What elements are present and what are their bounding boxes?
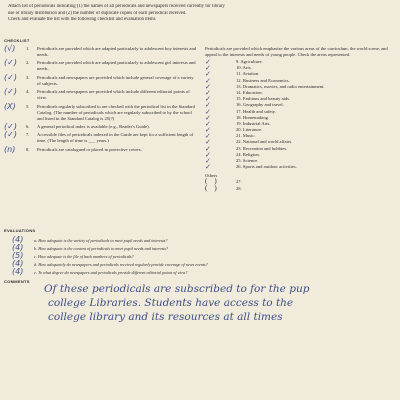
others-label: Others [205, 173, 218, 179]
area-label: Recreation and hobbies. [242, 145, 288, 151]
evaluation-text: How adequate is the content of periodicals to meet pupil needs and interests? [38, 245, 169, 251]
check-mark: ✓ [205, 113, 211, 122]
area-label: Fashions and beauty aids. [242, 96, 291, 102]
item-number: 9. [236, 59, 240, 64]
comment-line: Of these periodicals are subscribed to for the pup [44, 283, 310, 295]
item-number: 27. [236, 179, 242, 185]
checklist-left-column [4, 44, 197, 155]
checklist-item [4, 101, 195, 122]
area-label: Education. [242, 89, 263, 95]
check-mark: ✓ [205, 150, 211, 159]
area-label: Religion. [242, 151, 260, 157]
area-label: Science. [242, 158, 259, 163]
area-label: Industrial Arts. [242, 120, 271, 126]
area-label: Literature. [242, 127, 263, 133]
evaluations-list [4, 236, 396, 276]
comment-line: college library and its resources at all times [48, 311, 283, 323]
check-mark: ✓ [205, 138, 211, 147]
area-item [205, 164, 397, 170]
checklist-item [4, 144, 194, 154]
check-mark: ✓ [205, 82, 211, 91]
comment-line: college Libraries. Students have access to the [48, 297, 294, 309]
item-number: 13. [236, 83, 242, 89]
item-text: Periodicals regularly subscribed to are checked with the periodical list in the Standard Catalog. (The number of periodicals which are regularly subscribed to by the school and listed in the Standard Catalog is 25(?) [37, 103, 195, 121]
item-number: 12. [236, 77, 242, 83]
check-mark: (n) [4, 144, 16, 154]
item-number: 21. [236, 133, 242, 139]
intro-line: Attach list of periodicals indicating (1) the names of all periodicals and newspapers received currently for library [8, 4, 225, 9]
item-number: 1. [26, 46, 30, 51]
evaluation-item [4, 268, 396, 276]
item-number: 15. [236, 96, 242, 102]
area-label: Homemaking. [242, 114, 270, 120]
check-mark: ✓ [205, 101, 211, 110]
evaluation-item [4, 252, 396, 260]
evaluations-heading: EVALUATIONS [4, 228, 36, 233]
item-letter: a. [34, 237, 38, 243]
item-number: 23. [236, 145, 242, 151]
item-number: 7. [26, 132, 30, 138]
check-mark: ✓ [205, 95, 211, 104]
item-number: 19. [236, 120, 242, 126]
area-label: Music. [242, 133, 256, 139]
evaluation-item [4, 260, 396, 268]
item-text: Periodicals are provided which are adapted particularly to adolescent girl interests and needs. [37, 60, 196, 72]
item-text: Periodicals and newspapers are provided which include general coverage of a variety of subjects. [37, 74, 194, 86]
check-mark: ✓ [205, 144, 211, 153]
item-letter: e. [34, 269, 37, 275]
blank-slot: ( ) [205, 177, 217, 186]
check-mark: (X) [4, 101, 16, 111]
checklist-right-column [205, 46, 397, 192]
evaluation-item [4, 236, 396, 244]
item-number: 14. [236, 89, 242, 95]
check-mark: ✓ [205, 76, 211, 85]
intro-text [8, 4, 396, 24]
area-label: Sports and outdoor activities. [242, 164, 297, 170]
check-mark: ✓ [205, 88, 211, 97]
check-mark: ✓ [205, 70, 211, 79]
checklist-heading: CHECKLIST [4, 38, 30, 43]
check-mark: ✓ [205, 132, 211, 141]
check-mark: (✓) [4, 130, 17, 140]
item-number: 18. [236, 114, 242, 120]
check-mark: ✓ [205, 64, 211, 73]
check-mark: (✓) [4, 58, 17, 68]
item-text: A general periodical index is available (e.g., Reader's Guide). [37, 123, 150, 129]
rating-mark: (5) [12, 251, 24, 260]
evaluation-text: How adequate is the variety of periodicals to meet pupil needs and interests? [38, 237, 168, 243]
item-number: 28. [236, 185, 242, 191]
area-label: Geography and travel. [242, 102, 284, 108]
checklist-item [4, 72, 194, 87]
check-mark: ✓ [205, 58, 211, 66]
intro-line: use or library distribution and (2) the number of duplicate copies of each periodical received. [8, 10, 187, 16]
evaluation-text: How adequately do newspapers and periodicals received regularly provide coverage of news events? [38, 261, 208, 267]
checklist-item [4, 44, 197, 58]
item-text: Periodicals are provided which are adapted particularly to adolescent boy interests and needs. [37, 46, 197, 57]
checklist-item [4, 132, 194, 144]
item-number: 6. [26, 123, 30, 129]
blank-slot: ( ) [205, 183, 217, 192]
check-mark: ✓ [205, 107, 211, 116]
evaluation-item [4, 244, 396, 252]
comments-handwriting [44, 282, 309, 324]
area-label: National and world affairs. [242, 139, 293, 145]
item-letter: b. [34, 245, 38, 251]
check-mark: (✓) [4, 121, 17, 131]
check-mark: ✓ [205, 163, 211, 172]
area-label: Health and safety. [242, 108, 276, 114]
item-number: 4. [26, 89, 30, 95]
item-text: Periodicals and newspapers are provided which include different editorial points of view. [37, 89, 190, 101]
checklist-item [4, 121, 194, 131]
item-number: 22. [236, 139, 242, 145]
area-label: Aviation. [242, 71, 260, 77]
check-mark: ✓ [205, 126, 211, 135]
item-number: 2. [26, 60, 30, 66]
checklist-item [4, 89, 194, 101]
check-mark: (✓) [4, 87, 17, 97]
item-text: Accessible files of periodicals indexed in the Guide are kept for a sufficient length of time. (The length of time is ___ years.) [37, 132, 194, 144]
item-letter: c. [34, 253, 37, 259]
item-number: 24. [236, 151, 242, 157]
check-mark: (√) [4, 44, 16, 53]
item-number: 8. [26, 146, 30, 152]
rating-mark: (4) [12, 235, 24, 244]
item-number: 26. [236, 164, 242, 170]
check-mark: (✓) [4, 72, 17, 82]
item-number: 25. [236, 158, 242, 163]
item-text: Periodicals are catalogued or placed in protective covers. [37, 146, 142, 152]
areas-intro: Periodicals are provided which emphasize the various areas of the curriculum, the world scene, and appeal to the interests and needs of young people. Check the areas represented. [205, 46, 388, 57]
rating-mark: (4) [12, 267, 24, 276]
area-label: Dramatics, movies, and radio entertainment. [242, 83, 325, 89]
rating-mark: (4) [12, 259, 24, 268]
checklist-item [4, 60, 194, 72]
item-number: 20. [236, 127, 242, 133]
check-mark: ✓ [205, 157, 211, 165]
item-number: 3. [26, 74, 30, 80]
item-number: 10. [236, 65, 242, 71]
item-letter: d. [34, 261, 38, 267]
item-number: 5. [26, 103, 30, 109]
item-number: 17. [236, 108, 242, 114]
comments-heading: COMMENTS [4, 279, 30, 284]
evaluation-text: How adequate is the file of back numbers of periodicals? [37, 253, 134, 259]
item-number: 11. [236, 71, 242, 77]
item-number: 16. [236, 102, 242, 108]
intro-line: Check and evaluate the list with the following checklist and evaluation items [8, 17, 156, 23]
other-item [205, 183, 397, 192]
check-mark: ✓ [205, 119, 211, 128]
area-label: Business and Economics. [242, 77, 290, 83]
rating-mark: (4) [12, 243, 24, 252]
area-label: Agriculture. [240, 59, 263, 64]
evaluation-text: To what degree do newspapers and periodicals provide different editorial points of view? [37, 269, 188, 275]
area-label: Arts. [242, 65, 252, 71]
